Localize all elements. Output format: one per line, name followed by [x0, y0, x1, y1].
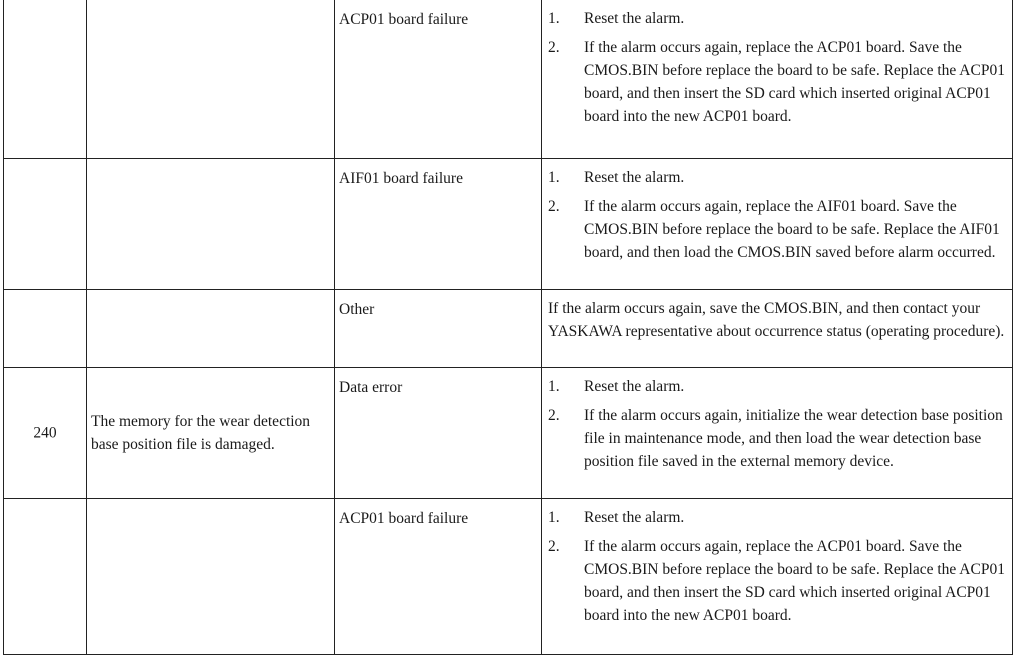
- remedy-cell: [542, 159, 1012, 289]
- alarm-description-cell: [87, 499, 335, 654]
- step-text: Reset the alarm.: [584, 378, 685, 395]
- step-number: 1.: [548, 509, 560, 526]
- table-row: [4, 368, 1012, 499]
- remedy-step: [548, 7, 1006, 30]
- step-number: 1.: [548, 378, 560, 395]
- alarm-code-cell: [4, 0, 87, 158]
- remedy-step: [548, 404, 1006, 473]
- cause-cell: Data error: [335, 368, 542, 498]
- alarm-description-cell: The memory for the wear detection base position file is damaged.: [87, 368, 335, 498]
- alarm-code-cell: 240: [4, 368, 87, 498]
- step-number: 2.: [548, 198, 560, 215]
- table-row: [4, 159, 1012, 290]
- remedy-step: [548, 36, 1006, 128]
- remedy-step: [548, 166, 1006, 189]
- remedy-cell: [542, 499, 1012, 654]
- alarm-code-cell: [4, 499, 87, 654]
- table-row: [4, 0, 1012, 159]
- alarm-code-cell: [4, 290, 87, 367]
- remedy-step: [548, 195, 1006, 264]
- cause-cell: Other: [335, 290, 542, 367]
- remedy-step: [548, 535, 1006, 627]
- remedy-cell: [542, 0, 1012, 158]
- cause-cell: AIF01 board failure: [335, 159, 542, 289]
- alarm-description-cell: [87, 159, 335, 289]
- remedy-cell: [542, 368, 1012, 498]
- alarm-code-cell: [4, 159, 87, 289]
- table-row: [4, 290, 1012, 368]
- table-row: [4, 499, 1012, 655]
- remedy-step: [548, 375, 1006, 398]
- remedy-text: If the alarm occurs again, save the CMOS.BIN, and then contact your YASKAWA representative about occurrence status (operating procedure).: [548, 300, 1005, 340]
- step-text: Reset the alarm.: [584, 10, 685, 27]
- step-number: 2.: [548, 39, 560, 56]
- remedy-cell: [542, 290, 1012, 367]
- step-text: Reset the alarm.: [584, 169, 685, 186]
- remedy-step: [548, 506, 1006, 529]
- step-number: 2.: [548, 538, 560, 555]
- step-text: If the alarm occurs again, replace the ACP01 board. Save the CMOS.BIN before replace the board to be safe. Replace the ACP01 board, and then insert the SD card which inserted original ACP01 board into the new ACP01 board.: [584, 538, 1005, 624]
- alarm-description-cell: [87, 290, 335, 367]
- step-text: If the alarm occurs again, initialize the wear detection base position file in maintenance mode, and then load the wear detection base position file saved in the external memory device.: [584, 407, 1003, 470]
- cause-cell: ACP01 board failure: [335, 0, 542, 158]
- step-text: Reset the alarm.: [584, 509, 685, 526]
- cause-cell: ACP01 board failure: [335, 499, 542, 654]
- alarm-remedy-table: [3, 0, 1013, 655]
- step-number: 2.: [548, 407, 560, 424]
- step-number: 1.: [548, 169, 560, 186]
- step-number: 1.: [548, 10, 560, 27]
- alarm-description-cell: [87, 0, 335, 158]
- step-text: If the alarm occurs again, replace the ACP01 board. Save the CMOS.BIN before replace the board to be safe. Replace the ACP01 board, and then insert the SD card which inserted original ACP01 board into the new ACP01 board.: [584, 39, 1005, 125]
- step-text: If the alarm occurs again, replace the AIF01 board. Save the CMOS.BIN before replace the board to be safe. Replace the AIF01 board, and then load the CMOS.BIN saved before alarm occurred.: [584, 198, 1000, 261]
